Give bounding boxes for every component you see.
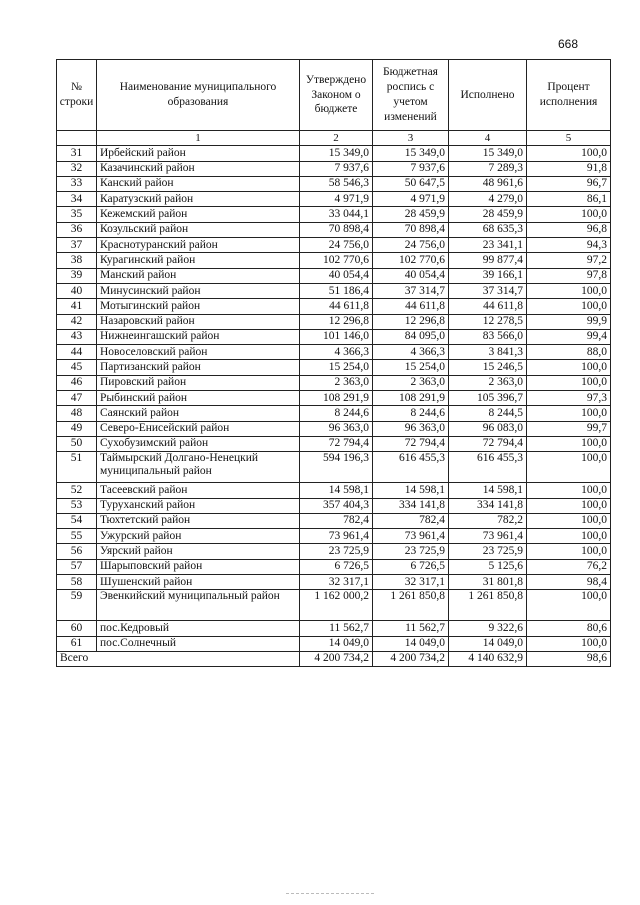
municipality-name: Пировский район [97, 375, 300, 390]
executed-value: 105 396,7 [449, 391, 527, 406]
revised-value: 4 366,3 [373, 345, 449, 360]
row-number: 43 [57, 329, 97, 344]
approved-value: 15 254,0 [300, 360, 373, 375]
percent-value: 100,0 [527, 544, 611, 559]
percent-value: 91,8 [527, 161, 611, 176]
table-row [57, 253, 611, 268]
row-number: 40 [57, 283, 97, 298]
revised-value: 28 459,9 [373, 207, 449, 222]
percent-value: 94,3 [527, 238, 611, 253]
table-row [57, 345, 611, 360]
executed-value: 2 363,0 [449, 375, 527, 390]
revised-value: 11 562,7 [373, 621, 449, 636]
table-row [57, 176, 611, 191]
percent-value: 100,0 [527, 483, 611, 498]
row-number: 33 [57, 176, 97, 191]
percent-value: 99,7 [527, 421, 611, 436]
row-number: 57 [57, 559, 97, 574]
revised-value: 96 363,0 [373, 421, 449, 436]
percent-value: 100,0 [527, 436, 611, 451]
approved-value: 33 044,1 [300, 207, 373, 222]
row-number: 32 [57, 161, 97, 176]
row-number: 52 [57, 483, 97, 498]
municipality-name: Нижнеингашский район [97, 329, 300, 344]
revised-value: 8 244,6 [373, 406, 449, 421]
percent-value: 86,1 [527, 192, 611, 207]
row-number: 31 [57, 146, 97, 161]
table-row [57, 483, 611, 498]
row-number: 48 [57, 406, 97, 421]
approved-value: 72 794,4 [300, 436, 373, 451]
row-number: 54 [57, 513, 97, 528]
municipality-name: Назаровский район [97, 314, 300, 329]
revised-value: 7 937,6 [373, 161, 449, 176]
table-row [57, 590, 611, 621]
table-row [57, 375, 611, 390]
municipality-name: Манский район [97, 268, 300, 283]
approved-value: 102 770,6 [300, 253, 373, 268]
percent-value: 100,0 [527, 299, 611, 314]
percent-value: 100,0 [527, 636, 611, 651]
executed-value: 83 566,0 [449, 329, 527, 344]
percent-value: 100,0 [527, 452, 611, 483]
total-percent: 98,6 [527, 651, 611, 666]
revised-value: 50 647,5 [373, 176, 449, 191]
municipality-name: Мотыгинский район [97, 299, 300, 314]
approved-value: 40 054,4 [300, 268, 373, 283]
percent-value: 100,0 [527, 513, 611, 528]
revised-value: 23 725,9 [373, 544, 449, 559]
municipality-name: Северо-Енисейский район [97, 421, 300, 436]
municipality-name: Кежемский район [97, 207, 300, 222]
approved-value: 14 598,1 [300, 483, 373, 498]
table-row [57, 329, 611, 344]
revised-value: 102 770,6 [373, 253, 449, 268]
executed-value: 23 341,1 [449, 238, 527, 253]
row-number: 51 [57, 452, 97, 483]
executed-value: 99 877,4 [449, 253, 527, 268]
percent-value: 100,0 [527, 207, 611, 222]
municipality-name: Краснотуранский район [97, 238, 300, 253]
row-number: 59 [57, 590, 97, 621]
executed-value: 8 244,5 [449, 406, 527, 421]
percent-value: 100,0 [527, 590, 611, 621]
approved-value: 51 186,4 [300, 283, 373, 298]
row-number: 49 [57, 421, 97, 436]
municipality-name: Канский район [97, 176, 300, 191]
approved-value: 594 196,3 [300, 452, 373, 483]
revised-value: 6 726,5 [373, 559, 449, 574]
revised-value: 24 756,0 [373, 238, 449, 253]
executed-value: 39 166,1 [449, 268, 527, 283]
row-number: 35 [57, 207, 97, 222]
municipality-name: Тасеевский район [97, 483, 300, 498]
revised-value: 70 898,4 [373, 222, 449, 237]
table-row [57, 222, 611, 237]
column-index: 1 [97, 131, 300, 146]
revised-value: 14 598,1 [373, 483, 449, 498]
table-row [57, 529, 611, 544]
approved-value: 11 562,7 [300, 621, 373, 636]
row-number: 58 [57, 575, 97, 590]
municipality-name: Ужурский район [97, 529, 300, 544]
executed-value: 15 246,5 [449, 360, 527, 375]
approved-value: 357 404,3 [300, 498, 373, 513]
approved-value: 58 546,3 [300, 176, 373, 191]
executed-value: 9 322,6 [449, 621, 527, 636]
percent-value: 100,0 [527, 406, 611, 421]
percent-value: 96,8 [527, 222, 611, 237]
executed-value: 334 141,8 [449, 498, 527, 513]
row-number: 44 [57, 345, 97, 360]
percent-value: 100,0 [527, 498, 611, 513]
revised-value: 12 296,8 [373, 314, 449, 329]
municipality-name: Ирбейский район [97, 146, 300, 161]
executed-value: 28 459,9 [449, 207, 527, 222]
approved-value: 4 971,9 [300, 192, 373, 207]
percent-value: 100,0 [527, 146, 611, 161]
column-index: 2 [300, 131, 373, 146]
executed-value: 5 125,6 [449, 559, 527, 574]
executed-value: 4 279,0 [449, 192, 527, 207]
municipality-name: Курагинский район [97, 253, 300, 268]
executed-value: 31 801,8 [449, 575, 527, 590]
executed-value: 15 349,0 [449, 146, 527, 161]
percent-value: 76,2 [527, 559, 611, 574]
row-number: 37 [57, 238, 97, 253]
table-row [57, 268, 611, 283]
municipality-name: Партизанский район [97, 360, 300, 375]
header-approved: Утверждено Законом о бюджете [300, 60, 373, 131]
revised-value: 334 141,8 [373, 498, 449, 513]
column-index-blank [57, 131, 97, 146]
table-row [57, 406, 611, 421]
percent-value: 96,7 [527, 176, 611, 191]
percent-value: 80,6 [527, 621, 611, 636]
municipality-name: Казачинский район [97, 161, 300, 176]
executed-value: 14 598,1 [449, 483, 527, 498]
row-number: 56 [57, 544, 97, 559]
percent-value: 98,4 [527, 575, 611, 590]
revised-value: 32 317,1 [373, 575, 449, 590]
total-approved: 4 200 734,2 [300, 651, 373, 666]
row-number: 45 [57, 360, 97, 375]
table-row [57, 161, 611, 176]
table-row [57, 452, 611, 483]
revised-value: 14 049,0 [373, 636, 449, 651]
approved-value: 14 049,0 [300, 636, 373, 651]
executed-value: 73 961,4 [449, 529, 527, 544]
table-body [57, 146, 611, 667]
percent-value: 100,0 [527, 529, 611, 544]
table-row [57, 146, 611, 161]
municipality-name: Каратузский район [97, 192, 300, 207]
percent-value: 99,9 [527, 314, 611, 329]
revised-value: 44 611,8 [373, 299, 449, 314]
row-number: 36 [57, 222, 97, 237]
approved-value: 6 726,5 [300, 559, 373, 574]
percent-value: 100,0 [527, 375, 611, 390]
approved-value: 44 611,8 [300, 299, 373, 314]
executed-value: 96 083,0 [449, 421, 527, 436]
table-row [57, 299, 611, 314]
approved-value: 4 366,3 [300, 345, 373, 360]
row-number: 42 [57, 314, 97, 329]
revised-value: 15 349,0 [373, 146, 449, 161]
table-row [57, 544, 611, 559]
revised-value: 84 095,0 [373, 329, 449, 344]
approved-value: 12 296,8 [300, 314, 373, 329]
revised-value: 4 971,9 [373, 192, 449, 207]
municipality-name: Шушенский район [97, 575, 300, 590]
total-label: Всего [57, 651, 300, 666]
executed-value: 12 278,5 [449, 314, 527, 329]
row-number: 34 [57, 192, 97, 207]
municipality-name: Шарыповский район [97, 559, 300, 574]
municipality-name: пос.Кедровый [97, 621, 300, 636]
table-row [57, 391, 611, 406]
row-number: 53 [57, 498, 97, 513]
municipality-name: Эвенкийский муниципальный район [97, 590, 300, 621]
revised-value: 73 961,4 [373, 529, 449, 544]
table-row [57, 621, 611, 636]
table-row [57, 360, 611, 375]
municipality-name: Тюхтетский район [97, 513, 300, 528]
approved-value: 2 363,0 [300, 375, 373, 390]
revised-value: 616 455,3 [373, 452, 449, 483]
table-row [57, 238, 611, 253]
municipality-name: Таймырский Долгано-Ненецкий муниципальный район [97, 452, 300, 483]
percent-value: 99,4 [527, 329, 611, 344]
total-revised: 4 200 734,2 [373, 651, 449, 666]
header-row-number: № строки [57, 60, 97, 131]
table-row [57, 636, 611, 651]
approved-value: 8 244,6 [300, 406, 373, 421]
approved-value: 32 317,1 [300, 575, 373, 590]
table-row [57, 575, 611, 590]
executed-value: 68 635,3 [449, 222, 527, 237]
row-number: 55 [57, 529, 97, 544]
approved-value: 782,4 [300, 513, 373, 528]
executed-value: 7 289,3 [449, 161, 527, 176]
municipality-name: Минусинский район [97, 283, 300, 298]
table-row [57, 207, 611, 222]
executed-value: 37 314,7 [449, 283, 527, 298]
executed-value: 48 961,6 [449, 176, 527, 191]
executed-value: 3 841,3 [449, 345, 527, 360]
header-revised: Бюджетная роспись с учетом изменений [373, 60, 449, 131]
total-executed: 4 140 632,9 [449, 651, 527, 666]
approved-value: 70 898,4 [300, 222, 373, 237]
executed-value: 14 049,0 [449, 636, 527, 651]
column-index-row [57, 131, 611, 146]
executed-value: 616 455,3 [449, 452, 527, 483]
header-percent: Процент исполнения [527, 60, 611, 131]
table-header-row [57, 60, 611, 131]
executed-value: 1 261 850,8 [449, 590, 527, 621]
municipality-name: пос.Солнечный [97, 636, 300, 651]
row-number: 46 [57, 375, 97, 390]
row-number: 38 [57, 253, 97, 268]
column-index: 5 [527, 131, 611, 146]
municipality-name: Сухобузимский район [97, 436, 300, 451]
executed-value: 72 794,4 [449, 436, 527, 451]
revised-value: 37 314,7 [373, 283, 449, 298]
table-row [57, 559, 611, 574]
table-row [57, 192, 611, 207]
approved-value: 24 756,0 [300, 238, 373, 253]
row-number: 61 [57, 636, 97, 651]
page-number: 668 [558, 37, 579, 51]
table-row [57, 436, 611, 451]
approved-value: 73 961,4 [300, 529, 373, 544]
row-number: 39 [57, 268, 97, 283]
revised-value: 15 254,0 [373, 360, 449, 375]
revised-value: 2 363,0 [373, 375, 449, 390]
percent-value: 88,0 [527, 345, 611, 360]
percent-value: 100,0 [527, 360, 611, 375]
approved-value: 96 363,0 [300, 421, 373, 436]
municipality-name: Козульский район [97, 222, 300, 237]
municipality-name: Уярский район [97, 544, 300, 559]
row-number: 50 [57, 436, 97, 451]
approved-value: 23 725,9 [300, 544, 373, 559]
approved-value: 7 937,6 [300, 161, 373, 176]
percent-value: 97,2 [527, 253, 611, 268]
municipality-name: Рыбинский район [97, 391, 300, 406]
row-number: 60 [57, 621, 97, 636]
table-row [57, 421, 611, 436]
table-row [57, 283, 611, 298]
revised-value: 40 054,4 [373, 268, 449, 283]
budget-execution-table [56, 59, 611, 667]
row-number: 41 [57, 299, 97, 314]
table-row [57, 314, 611, 329]
approved-value: 101 146,0 [300, 329, 373, 344]
header-executed: Исполнено [449, 60, 527, 131]
approved-value: 1 162 000,2 [300, 590, 373, 621]
executed-value: 44 611,8 [449, 299, 527, 314]
column-index: 4 [449, 131, 527, 146]
table-row [57, 513, 611, 528]
executed-value: 23 725,9 [449, 544, 527, 559]
municipality-name: Новоселовский район [97, 345, 300, 360]
percent-value: 100,0 [527, 283, 611, 298]
percent-value: 97,3 [527, 391, 611, 406]
executed-value: 782,2 [449, 513, 527, 528]
revised-value: 72 794,4 [373, 436, 449, 451]
percent-value: 97,8 [527, 268, 611, 283]
table-row [57, 498, 611, 513]
approved-value: 15 349,0 [300, 146, 373, 161]
revised-value: 1 261 850,8 [373, 590, 449, 621]
header-municipality: Наименование муниципального образования [97, 60, 300, 131]
revised-value: 108 291,9 [373, 391, 449, 406]
municipality-name: Туруханский район [97, 498, 300, 513]
footer-scan-marks [286, 893, 374, 896]
municipality-name: Саянский район [97, 406, 300, 421]
column-index: 3 [373, 131, 449, 146]
row-number: 47 [57, 391, 97, 406]
revised-value: 782,4 [373, 513, 449, 528]
total-row [57, 651, 611, 666]
approved-value: 108 291,9 [300, 391, 373, 406]
